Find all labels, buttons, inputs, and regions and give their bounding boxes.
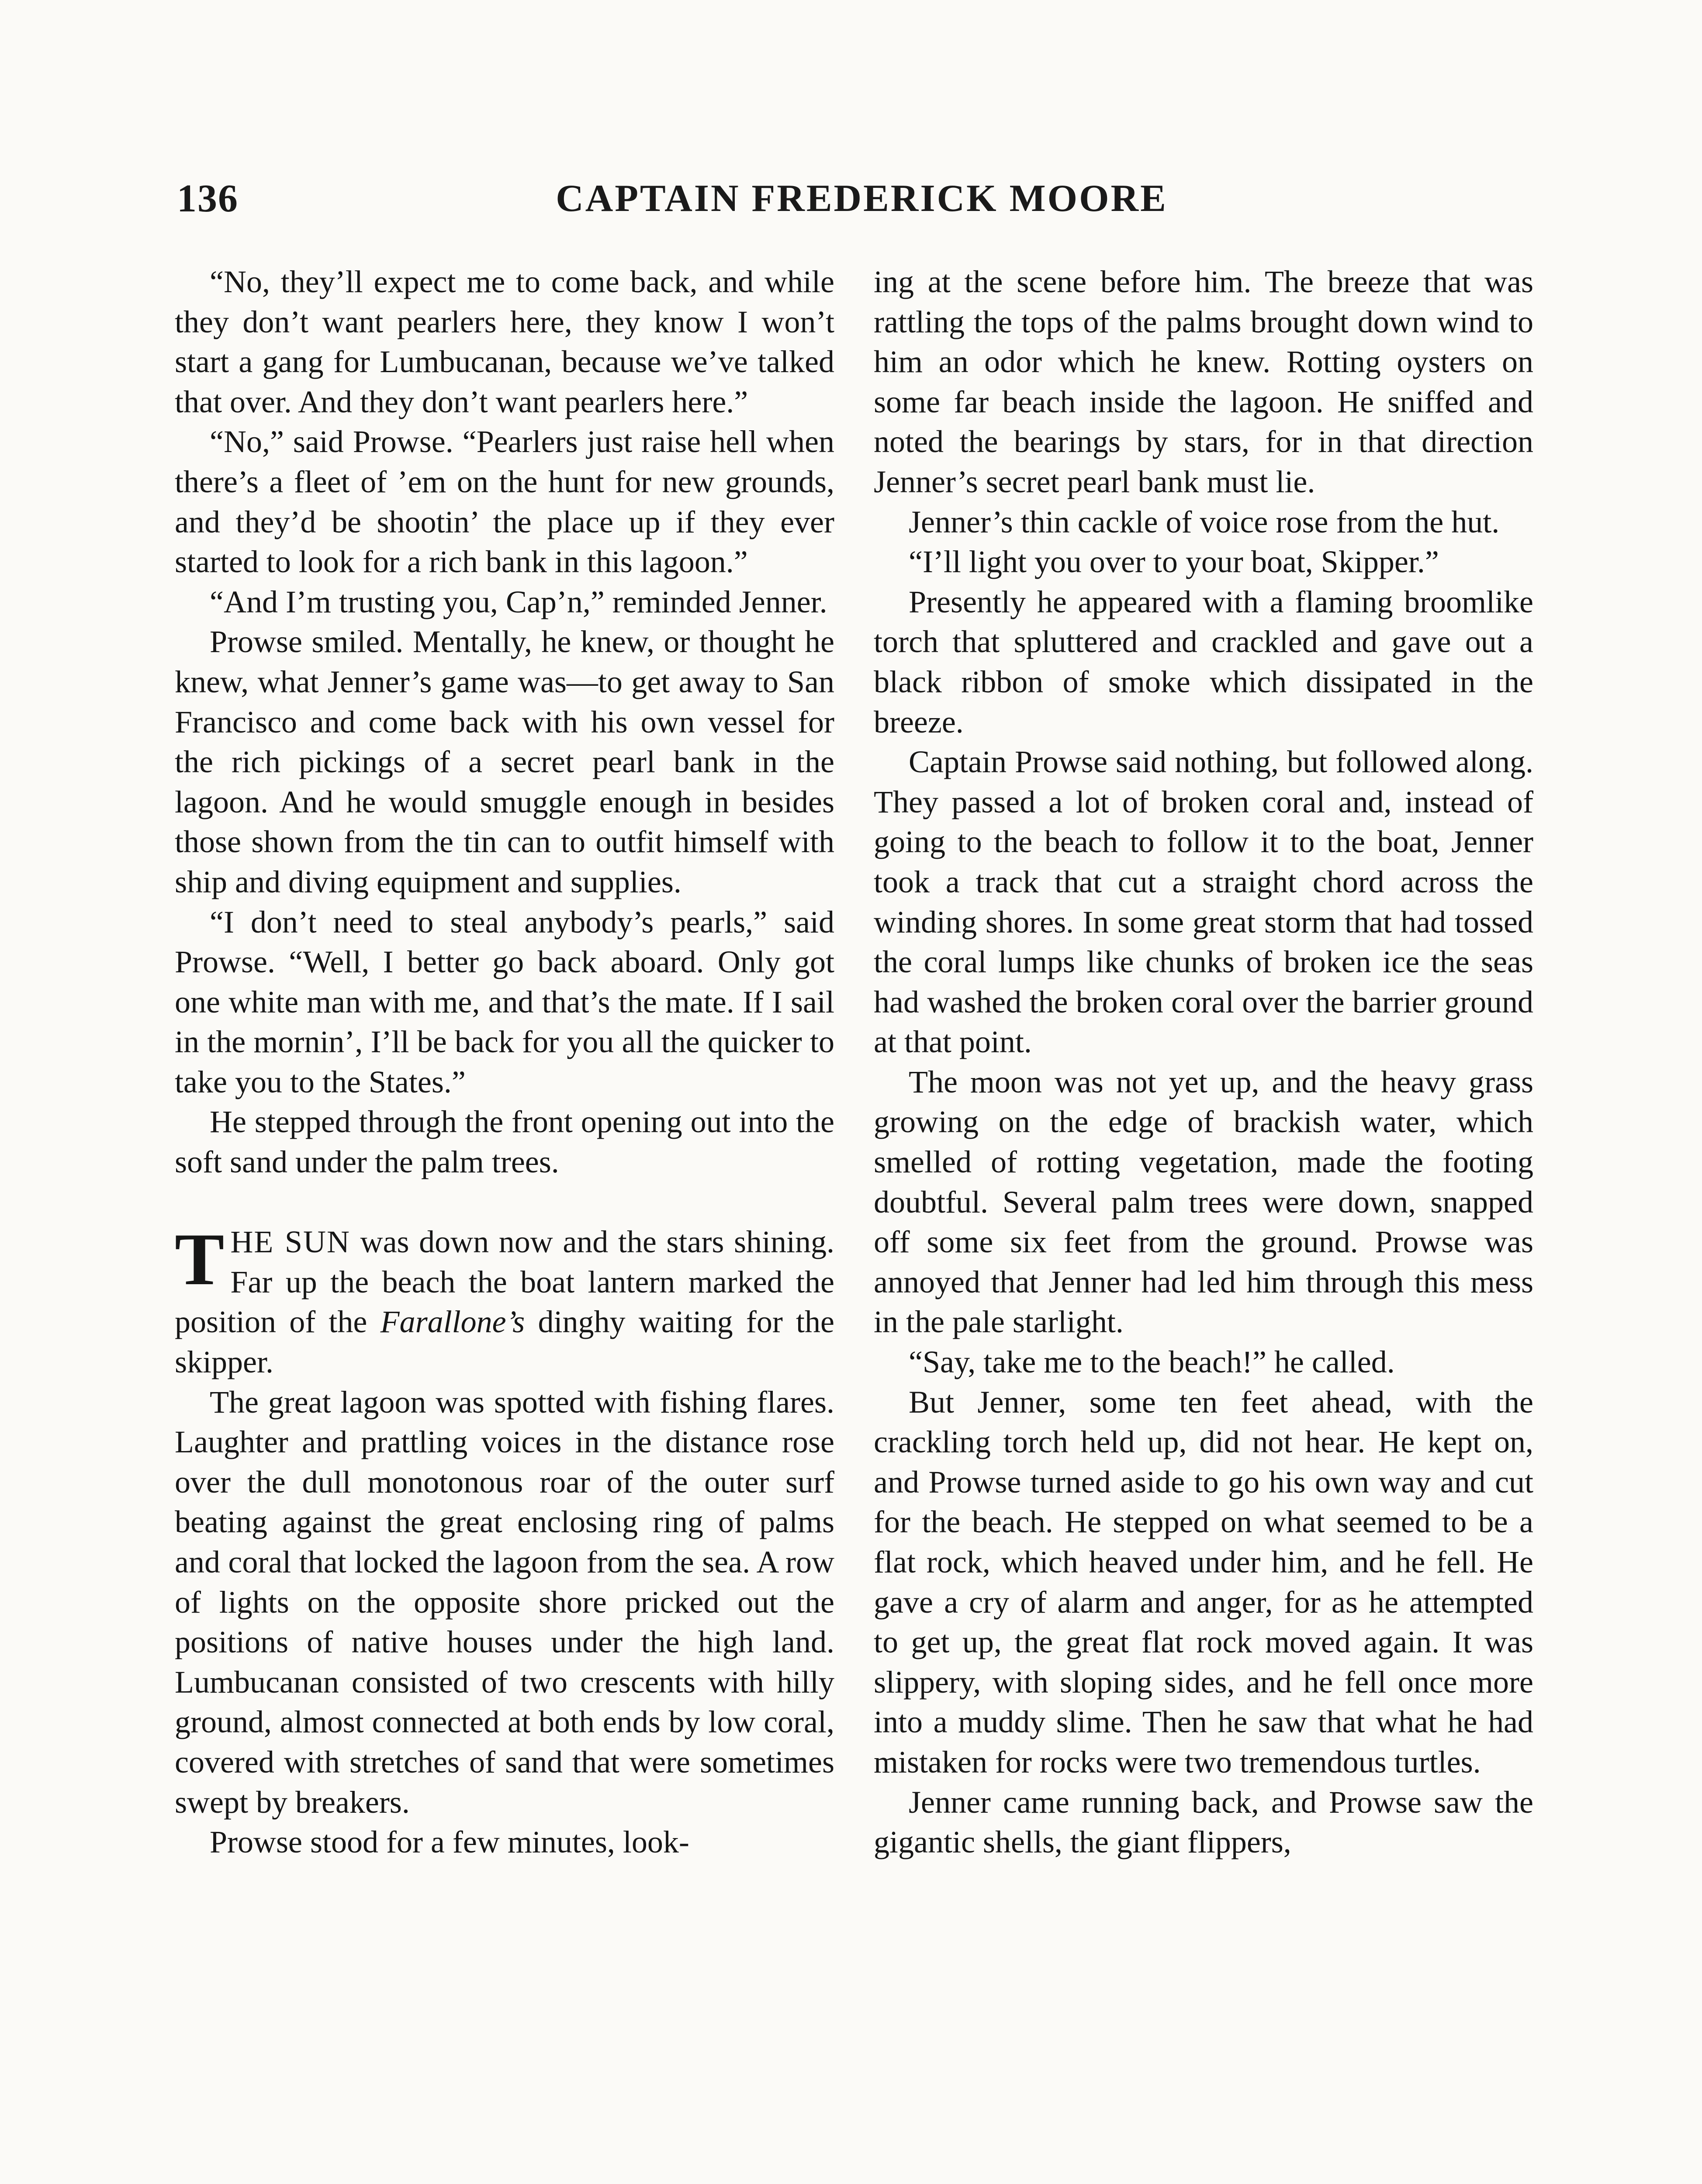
paragraph: The moon was not yet up, and the heavy grass growing on the edge of brackish water, which smelled of rotting vegetation, made the footing doubtful. Several palm trees were down, snapped off some six feet from the ground. Prowse was annoyed that Jenner had led him through this mess in the pale starlight. <box>874 1064 1533 1340</box>
paragraph: Prowse smiled. Mentally, he knew, or thought he knew, what Jenner’s game was—to get away to San Francisco and come back with his own vessel for the rich pickings of a secret pearl bank in the lagoon. And he would smuggle enough in besides those shown from the tin can to outfit himself with ship and diving equipment and supplies. <box>175 624 834 899</box>
paragraph: Captain Prowse said nothing, but followed along. They passed a lot of broken coral and, instead of going to the beach to follow it to the boat, Jenner took a track that cut a straight chord across the winding shores. In some great storm that had tossed the coral lumps like chunks of broken ice the seas had washed the broken coral over the barrier ground at that point. <box>874 744 1533 1060</box>
ship-name: Farallone’s <box>380 1304 525 1340</box>
paragraph-text: dinghy waiting for the skipper. <box>175 1304 834 1380</box>
paragraph: “I’ll light you over to your boat, Skipper.” <box>909 544 1439 580</box>
running-head: CAPTAIN FREDERICK MOORE <box>556 177 1168 220</box>
paragraph: But Jenner, some ten feet ahead, with the crackling torch held up, did not hear. He kept on, and Prowse turned aside to go his own way and cut for the beach. He stepped on what seemed to be a flat rock, which heaved under him, and he fell. He gave a cry of alarm and anger, for as he attempted to get up, the great flat rock moved again. It was slippery, with sloping sides, and he fell once more into a muddy slime. Then he saw that what he had mistaken for rocks were two tremendous turtles. <box>874 1384 1533 1780</box>
page-number: 136 <box>177 177 239 220</box>
paragraph: Presently he appeared with a flaming broomlike torch that spluttered and crackled and gave out a black ribbon of smoke which dissipated in the breeze. <box>874 584 1533 740</box>
paragraph: Jenner came running back, and Prowse saw the gigantic shells, the giant flippers, <box>874 1784 1533 1860</box>
paragraph: The great lagoon was spotted with fishing flares. Laughter and prattling voices in the distance rose over the dull monotonous roar of the outer surf beating against the great enclosing ring of palms and coral that locked the lagoon from the sea. A row of lights on the opposite shore pricked out the positions of native houses under the high land. Lumbucanan consisted of two crescents with hilly ground, almost connected at both ends by low coral, covered with stretches of sand that were sometimes swept by breakers. <box>175 1384 834 1820</box>
paragraph: “Say, take me to the beach!” he called. <box>909 1344 1395 1380</box>
paragraph-continued: ing at the scene before him. The breeze that was rattling the tops of the palms brought down wind to him an odor which he knew. Rotting oysters on some far beach inside the lagoon. He sniffed and noted the bearings by stars, for in that direction Jenner’s secret pearl bank must lie. <box>874 264 1533 499</box>
left-column <box>175 262 834 1863</box>
paragraph: He stepped through the front opening out into the soft sand under the palm trees. <box>175 1104 834 1180</box>
paragraph: Prowse stood for a few minutes, look- <box>210 1825 689 1860</box>
paragraph: “I don’t need to steal anybody’s pearls,” said Prowse. “Well, I better go back aboard. Only got one white man with me, and that’s the mate. If I sail in the mornin’, I’ll be back for you all the quicker to take you to the States.” <box>175 904 834 1099</box>
right-column <box>874 262 1533 1863</box>
page-header <box>177 173 1546 225</box>
section-opening-paragraph <box>175 1218 835 1382</box>
small-caps-lead: HE SUN <box>230 1224 350 1260</box>
paragraph: Jenner’s thin cackle of voice rose from the hut. <box>909 504 1500 539</box>
paragraph: “No, they’ll expect me to come back, and while they don’t want pearlers here, they know I won’t start a gang for Lumbucanan, because we’ve talked that over. And they don’t want pearlers here.” <box>175 264 834 419</box>
paragraph-text: was down now and the stars shining. Far up the beach the boat lantern marked the position of the <box>175 1224 835 1340</box>
paragraph: “No,” said Prowse. “Pearlers just raise hell when there’s a fleet of ’em on the hunt for new grounds, and they’d be shootin’ the place up if they ever started to look for a rich bank in this lagoon.” <box>175 424 834 580</box>
section-break <box>175 1182 834 1223</box>
paragraph: “And I’m trusting you, Cap’n,” reminded Jenner. <box>210 584 827 619</box>
drop-cap: T <box>175 1218 225 1301</box>
